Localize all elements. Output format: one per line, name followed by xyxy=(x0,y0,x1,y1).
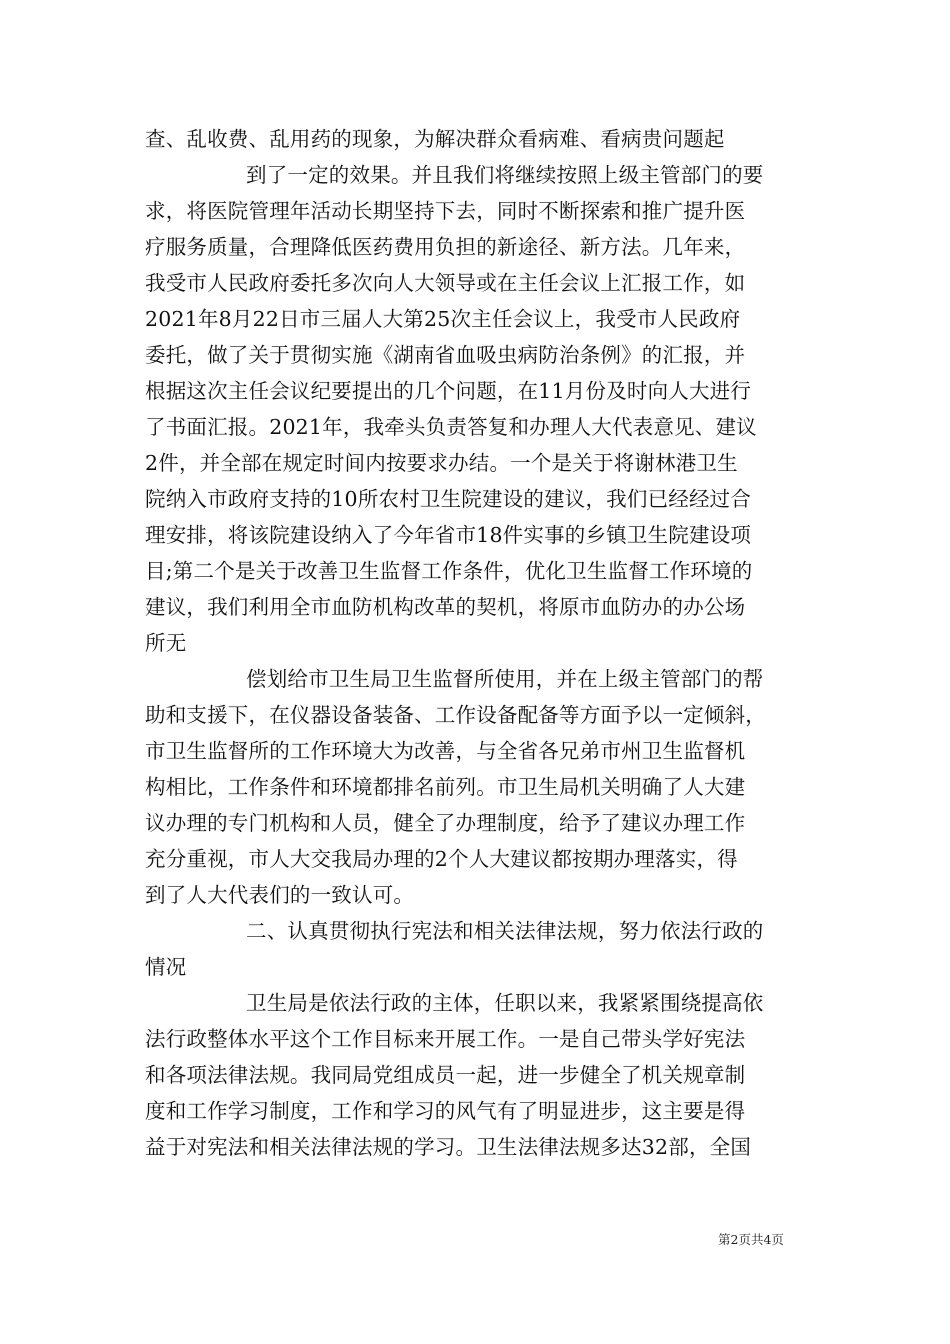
text-line: 了书面汇报。2021年，我牵头负责答复和办理人大代表意见、建议 xyxy=(145,415,757,439)
text-line: 根据这次主任会议纪要提出的几个问题，在11月份及时向人大进行 xyxy=(145,379,752,403)
text-line: 和各项法律法规。我同局党组成员一起，进一步健全了机关规章制 xyxy=(145,1063,746,1087)
text-line: 2件，并全部在规定时间内按要求办结。一个是关于将谢林港卫生 xyxy=(145,451,738,475)
text-line: 度和工作学习制度，工作和学习的风气有了明显进步，这主要是得 xyxy=(145,1099,746,1123)
text-line: 二、认真贯彻执行宪法和相关法律法规，努力依法行政的 xyxy=(246,919,764,943)
text-line: 议办理的专门机构和人员，健全了办理制度，给予了建议办理工作 xyxy=(145,811,746,835)
text-line: 充分重视，市人大交我局办理的2个人大建议都按期办理落实，得 xyxy=(145,847,738,871)
text-line: 助和支援下，在仪器设备装备、工作设备配备等方面予以一定倾斜， xyxy=(145,703,766,727)
text-line: 理安排，将该院建设纳入了今年省市18件实事的乡镇卫生院建设项 xyxy=(145,523,752,547)
page-footer: 第2页共4页 xyxy=(718,1232,784,1247)
text-line: 偿划给市卫生局卫生监督所使用，并在上级主管部门的帮 xyxy=(246,667,764,691)
text-line: 目;第二个是关于改善卫生监督工作条件，优化卫生监督工作环境的 xyxy=(145,559,753,583)
text-line: 我受市人民政府委托多次向人大领导或在主任会议上汇报工作，如 xyxy=(145,271,746,295)
text-line: 求，将医院管理年活动长期坚持下去，同时不断探索和推广提升医 xyxy=(145,199,746,223)
text-line: 建议，我们利用全市血防机构改革的契机，将原市血防办的办公场 xyxy=(145,595,746,619)
text-line: 2021年8月22日市三届人大第25次主任会议上，我受市人民政府 xyxy=(145,307,741,331)
text-line: 所无 xyxy=(145,631,187,655)
text-line: 疗服务质量，合理降低医药费用负担的新途径、新方法。几年来， xyxy=(145,235,746,259)
text-line: 益于对宪法和相关法律法规的学习。卫生法律法规多达32部，全国 xyxy=(145,1135,752,1159)
text-line: 到了一定的效果。并且我们将继续按照上级主管部门的要 xyxy=(246,163,764,187)
text-line: 查、乱收费、乱用药的现象，为解决群众看病难、看病贵问题起 xyxy=(145,127,725,151)
text-line: 市卫生监督所的工作环境大为改善，与全省各兄弟市州卫生监督机 xyxy=(145,739,746,763)
text-line: 到了人大代表们的一致认可。 xyxy=(145,883,415,907)
text-line: 构相比，工作条件和环境都排名前列。市卫生局机关明确了人大建 xyxy=(145,775,746,799)
text-line: 卫生局是依法行政的主体，任职以来，我紧紧围绕提高依 xyxy=(246,991,764,1015)
text-line: 委托，做了关于贯彻实施《湖南省血吸虫病防治条例》的汇报，并 xyxy=(145,343,746,367)
text-line: 情况 xyxy=(145,955,187,979)
text-line: 法行政整体水平这个工作目标来开展工作。一是自己带头学好宪法 xyxy=(145,1027,746,1051)
text-line: 院纳入市政府支持的10所农村卫生院建设的建议，我们已经经过合 xyxy=(145,487,752,511)
